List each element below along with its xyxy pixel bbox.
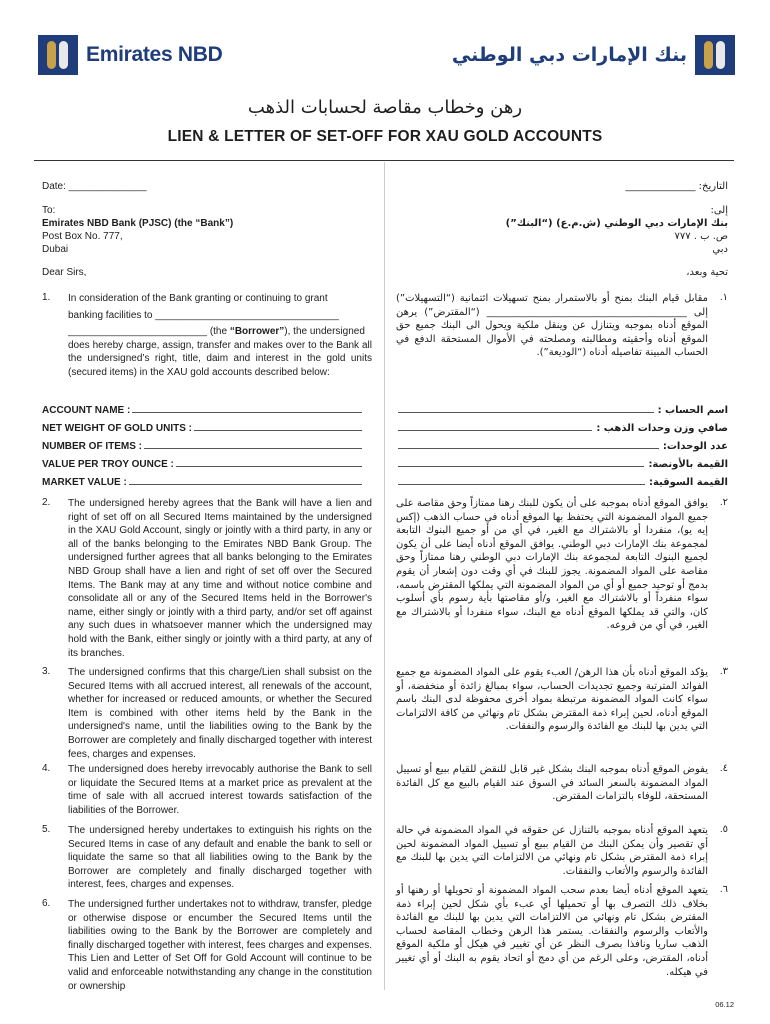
clause-6-en: The undersigned further undertakes not to withdraw, transfer, pledge or otherwise dispose or encumber the Secured Items until the liabilities owing to the Bank by the Borrower are completely and finally discharged together with interest, fees charges and expenses. This Lien and Letter of Set Off for Gold Account will continue to be valid and enforceable notwithstanding any change in the constitution or ownership — [68, 899, 372, 992]
account-name-line-ar[interactable] — [398, 412, 654, 413]
pobox-ar: ص. ب . ٧٧٧ — [674, 231, 728, 242]
greeting-ar: تحية وبعد، — [686, 267, 728, 278]
net-weight-field[interactable] — [42, 416, 362, 434]
form-code: 06.12 — [715, 1000, 734, 1009]
pobox-en: Post Box No. 777, — [42, 231, 123, 242]
clause-1-line-3-tail: ), the undersigned — [284, 326, 365, 338]
clause-1-en — [68, 292, 372, 380]
net-weight-label-ar: صافي وزن وحدات الذهب : — [596, 423, 728, 434]
date-field-ar[interactable]: التاريخ: ______________ — [625, 181, 728, 192]
clause-1-body: does hereby charge, assign, transfer and makes over to the Bank all the undersigned’s right, title, daim and interest in the gold units (secured items) in the XAU gold accounts described below: — [68, 339, 372, 378]
title-divider — [34, 160, 734, 161]
clause-1-ar: مقابل قيام البنك بمنح أو بالاستمرار بمنح تسهيلات ائتمانية (“التسهيلات”) إلى ________________________________________ (“المقترض”) يرهن الموقع أدناه بموجبه ويتنازل عن وينقل ملكية ويحول الى البنك جميع حق الموقع أدناه وأحقيته ومطالبته ومصلحته في الأموال المستحقة الدفع في الحساب المبينة تفاصيله أدناه (“الوديعة”). — [396, 293, 708, 359]
clause-3-en: The undersigned confirms that this charge/Lien shall subsist on the Secured Items with all accrued interest, all renewals of the account, whether for increased or reduced amounts, or whether the Secured Item is combined with other items held by the Bank in the undersigned's name, until the liabilities owing to the Bank by the Borrower are completely and finally discharged together with interest fees, charges and expenses. — [68, 667, 372, 760]
clause-number-ar: ١. — [719, 292, 728, 303]
market-value-label-ar: القيمة السوقية: — [648, 477, 728, 488]
clause-number-en: 5. — [42, 824, 51, 835]
value-troy-line[interactable] — [176, 466, 362, 467]
clause-4-ar: يفوض الموقع أدناه بموجبه البنك بشكل غير قابل للنقض للقيام ببيع أو تسييل المواد المضمونة بالسعر السائد في السوق عند القيام بالبيع مع كل الفائدة المستحقة، للوفاء بالتزامات المقترض. — [396, 764, 708, 803]
clause-1-line-3[interactable] — [68, 325, 372, 339]
bank-name-en: Emirates NBD Bank (PJSC) (the “Bank”) — [42, 218, 234, 229]
greeting-en: Dear Sirs, — [42, 267, 87, 278]
value-troy-line-ar[interactable] — [398, 466, 644, 467]
account-name-label-ar: اسم الحساب : — [657, 405, 728, 416]
city-ar: دبي — [712, 244, 728, 255]
market-value-field-ar[interactable] — [398, 470, 728, 488]
clause-number-en: 6. — [42, 898, 51, 909]
clause-number-en: 4. — [42, 763, 51, 774]
number-items-label-ar: عدد الوحدات: — [662, 441, 728, 452]
clause-2-ar: يوافق الموقع أدناه بموجبه على أن يكون للبنك رهنا ممتازاً وحق مقاصة على جميع المواد المضمونة التي يحتفظ بها الموقع أدناه في حساب الذهب (إكس إيه يو)، منفردا أو بالاشتراك مع الغير، في أي من أو جميع البنوك التابعة لمجموعة بنك الإمارات دبي الوطني. يوافق الموقع أدناه أيضا على أن يكون لجميع البنوك التابعة لمجموعة بنك الإمارات دبي الوطني رهنا ممتازاً وحق مقاصة على المواد المضمونة. يجوز للبنك في أي وقت دون إشعار أن يقوم بدمج أو توحيد جميع أو أي من المواد المضمونة التي يملكها المقترض باسمه، سواء منفرداً أو بالاشتراك مع الغير، و/أو مقاصتها بأية رسوم بأي أسلوب كان، والتي قد يملكها الموقع أدناه مع البنك، سواء منفردا أو بالاشتراك مع الغير، في أي من فروعه. — [396, 498, 708, 632]
to-label-ar: إلى: — [710, 205, 728, 216]
clause-3-ar: يؤكد الموقع أدناه بأن هذا الرهن/ العبء يقوم على المواد المضمونة مع جميع الفوائد المترتبة وجميع تجديدات الحساب، سواء بمبالغ زائدة أو منخفضة، أو سواء كانت المواد المضمونة مرتبطة بمواد أخرى محفوظة لدى البنك باسم الموقع أدناه، لحين إبراء ذمة المقترض بشكل تام ونهائي من كافة الالتزامات التي يدين بها للبنك مع الفائدة والرسوم والنفقات. — [396, 667, 708, 733]
clause-1-line-1: In consideration of the Bank granting or continuing to grant — [68, 293, 328, 304]
date-field-en[interactable]: Date: ______________ — [42, 181, 147, 192]
net-weight-label: NET WEIGHT OF GOLD UNITS : — [42, 423, 192, 434]
net-weight-line[interactable] — [194, 430, 362, 431]
number-items-line[interactable] — [144, 448, 362, 449]
value-troy-label-ar: القيمة بالأونصة: — [648, 459, 728, 470]
clause-6-ar: يتعهد الموقع أدناه أيضا بعدم سحب المواد المضمونة أو تحويلها أو رهنها أو بخلاف ذلك التصرف بها أو تحميلها أي عبء بأي شكل لحين إبراء ذمة المقترض بشكل تام ونهائي من الالتزامات التي يدين بها للبنك مع الفائدة والأتعاب والرسوم والنفقات. يستمر هذا الرهن وخطاب المقاصة لحساب الذهب ساريا ونافذا بصرف النظر عن أي تغيير في هيكل أو ملكية الموقع أدناه، المقترض، وعلى الرغم من أي دمج أو اتحاد يقوم به البنك أو أي تغيير في هيكله. — [396, 885, 708, 978]
account-name-field-ar[interactable] — [398, 398, 728, 416]
market-value-line-ar[interactable] — [398, 484, 645, 485]
borrower-blank[interactable]: _________________________ (the — [68, 326, 230, 338]
brand-name-ar: بنك الإمارات دبي الوطني — [451, 44, 687, 66]
net-weight-line-ar[interactable] — [398, 430, 592, 431]
page-title-ar: رهن وخطاب مقاصة لحسابات الذهب — [247, 97, 523, 118]
market-value-label: MARKET VALUE : — [42, 477, 127, 488]
clause-number-en: 3. — [42, 666, 51, 677]
column-divider — [384, 162, 385, 990]
clause-number-ar: ٢. — [719, 497, 728, 508]
value-troy-field-ar[interactable] — [398, 452, 728, 470]
fields-ar — [398, 398, 728, 488]
city-en: Dubai — [42, 244, 69, 255]
fields-en — [42, 398, 362, 488]
bank-logo-icon — [38, 35, 78, 75]
clause-number-en: 2. — [42, 497, 51, 508]
clause-number-en: 1. — [42, 292, 51, 303]
number-items-field-ar[interactable] — [398, 434, 728, 452]
brand-name-en: Emirates NBD — [86, 43, 223, 66]
clause-number-ar: ٤. — [719, 763, 728, 774]
clause-number-ar: ٣. — [719, 666, 728, 677]
value-troy-label: VALUE PER TROY OUNCE : — [42, 459, 174, 470]
clause-number-ar: ٦. — [719, 884, 728, 895]
value-troy-field[interactable] — [42, 452, 362, 470]
clause-5-ar: يتعهد الموقع أدناه بموجبه بالتنازل عن حقوقه في المواد المضمونة في حالة أي تقصير وأن يمكن البنك من القيام ببيع أو تسييل المواد المضمونة لحين إبراء ذمة المقترض بشكل تام ونهائي من الالتزامات التي يدين بها للبنك مع الفائدة والرسوم والأتعاب والنفقات. — [396, 825, 708, 877]
account-name-label: ACCOUNT NAME : — [42, 405, 131, 416]
account-name-line[interactable] — [132, 412, 362, 413]
net-weight-field-ar[interactable] — [398, 416, 728, 434]
clause-1-line-2[interactable]: banking facilities to _________________________________ — [68, 309, 339, 321]
account-name-field[interactable] — [42, 398, 362, 416]
clause-4-en: The undersigned does hereby irrevocably authorise the Bank to sell or liquidate the Secured Items at a market price as prevalent at the time of sale with all accrued interest towards satisfaction of the liabilities of the Borrower. — [68, 764, 372, 816]
to-label-en: To: — [42, 205, 56, 216]
emirates-nbd-logo-en — [38, 34, 230, 76]
emirates-nbd-logo-ar — [451, 34, 735, 76]
market-value-field[interactable] — [42, 470, 362, 488]
borrower-term: “Borrower” — [229, 326, 285, 338]
bank-name-ar: بنك الإمارات دبي الوطني (ش.م.ع) (“البنك”) — [505, 218, 728, 229]
bank-logo-icon — [695, 35, 735, 75]
number-items-line-ar[interactable] — [398, 448, 659, 449]
clause-2-en: The undersigned hereby agrees that the Bank will have a lien and right of set off on all Secured Items maintained by the undersigned in the XAU Gold Account, singly or jointly with a third party, in any or all of the banks belonging to the Emirates NBD Bank Group. The undersigned further agrees that all banks belonging to the Emirates NBD Group shall have a lien and right of set off over the Secured Items. The Bank may at any time and without notice combine and consolidate all or any of the Secured Items held in the Borrower's name, either singly or jointly with a third party, and/or set off against any such dues in whatsoever manner which the undersigned may hold with the Bank, either singly or jointly with a third party, at any of its branches. — [68, 498, 372, 659]
clause-number-ar: ٥. — [719, 824, 728, 835]
number-items-field[interactable] — [42, 434, 362, 452]
number-items-label: NUMBER OF ITEMS : — [42, 441, 142, 452]
page-title-en: LIEN & LETTER OF SET-OFF FOR XAU GOLD ACCOUNTS — [167, 128, 603, 145]
clause-5-en: The undersigned hereby undertakes to extinguish his rights on the Secured Items in case of any default and enable the bank to sell or liquidate the same so that all liabilities owing to the Bank by the Borrower are completely and finally discharged together with interest, fees, charges and expenses. — [68, 825, 372, 891]
market-value-line[interactable] — [129, 484, 362, 485]
